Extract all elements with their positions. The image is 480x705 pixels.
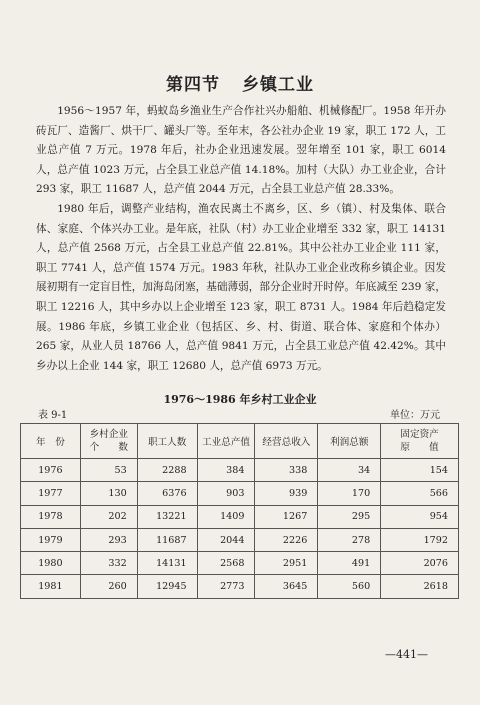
cell-fixed-assets: 2076 <box>381 552 459 575</box>
table-row <box>21 528 459 551</box>
header-year: 年 份 <box>21 424 81 459</box>
section-title <box>0 70 480 95</box>
header-workers: 职工人数 <box>137 424 197 459</box>
cell-fixed-assets: 2618 <box>381 575 459 598</box>
cell-profit: 34 <box>318 459 381 482</box>
header-fixed-assets-line2: 原 值 <box>400 442 439 453</box>
cell-enterprises: 332 <box>80 552 137 575</box>
cell-fixed-assets: 566 <box>381 482 459 505</box>
cell-workers: 6376 <box>137 482 197 505</box>
header-fixed-assets-line1: 固定资产 <box>400 429 439 440</box>
cell-revenue: 338 <box>255 459 318 482</box>
paragraph: 1956～1957 年，蚂蚁岛乡渔业生产合作社兴办船舶、机械修配厂。1958 年开办砖瓦厂、造酱厂、烘干厂、罐头厂等。至年末，各公社办企业 19 家，职工 172 人，工业总产值 7 万元。1978 年后，社办企业迅速发展。翌年增至 101 家，职工 6014 人，总产值 1023 万元，占全县工业总产值 14.18%。加村（大队）办工业企业，合计 293 家，职工 11687 人，总产值 2044 万元，占全县工业总产值 28.33%。 <box>36 105 446 196</box>
cell-enterprises: 293 <box>80 528 137 551</box>
cell-output: 384 <box>197 459 255 482</box>
header-revenue: 经营总收入 <box>255 424 318 459</box>
table-row <box>21 575 459 598</box>
header-output: 工业总产值 <box>197 424 255 459</box>
cell-workers: 14131 <box>137 552 197 575</box>
cell-fixed-assets: 154 <box>381 459 459 482</box>
table-row <box>21 505 459 528</box>
cell-workers: 2288 <box>137 459 197 482</box>
data-table <box>20 423 459 599</box>
body-text <box>36 102 446 376</box>
cell-workers: 13221 <box>137 505 197 528</box>
table-title: 1976～1986 年乡村工业企业 <box>163 393 317 406</box>
cell-year: 1977 <box>21 482 81 505</box>
section-number: 第四节 <box>166 75 220 95</box>
header-enterprises-line1: 乡村企业 <box>89 429 128 440</box>
cell-fixed-assets: 954 <box>381 505 459 528</box>
cell-profit: 278 <box>318 528 381 551</box>
section-name: 乡镇工业 <box>242 75 314 95</box>
page-number: —441— <box>385 648 428 661</box>
table-row <box>21 482 459 505</box>
table-row <box>21 459 459 482</box>
cell-revenue: 2226 <box>255 528 318 551</box>
header-enterprises <box>80 424 137 459</box>
header-enterprises-line2: 个 数 <box>89 442 128 453</box>
cell-enterprises: 130 <box>80 482 137 505</box>
cell-year: 1980 <box>21 552 81 575</box>
cell-output: 2044 <box>197 528 255 551</box>
cell-output: 1409 <box>197 505 255 528</box>
cell-output: 903 <box>197 482 255 505</box>
cell-output: 2773 <box>197 575 255 598</box>
cell-enterprises: 202 <box>80 505 137 528</box>
cell-output: 2568 <box>197 552 255 575</box>
cell-year: 1981 <box>21 575 81 598</box>
table-unit: 单位：万元 <box>390 410 440 421</box>
cell-workers: 11687 <box>137 528 197 551</box>
cell-profit: 295 <box>318 505 381 528</box>
cell-profit: 491 <box>318 552 381 575</box>
cell-revenue: 939 <box>255 482 318 505</box>
cell-revenue: 1267 <box>255 505 318 528</box>
header-profit: 利润总额 <box>318 424 381 459</box>
cell-revenue: 2951 <box>255 552 318 575</box>
table-number: 表 9-1 <box>38 410 68 421</box>
cell-profit: 170 <box>318 482 381 505</box>
cell-profit: 560 <box>318 575 381 598</box>
paragraph: 1980 年后，调整产业结构，渔农民离土不离乡，区、乡（镇）、村及集体、联合体、家庭、个体兴办工业。是年底，社队（村）办工业企业增至 332 家，职工 14131 人，总产值 2568 万元，占全县工业总产值 22.81%。其中公社办工业企业 111 家，职工 7741 人，总产值 1574 万元。1983 年秋，社队办工业企业改称乡镇企业。因发展初期有一定盲目性，加海岛闭塞，基础薄弱，部分企业时开时停。年底减至 239 家，职工 12216 人，其中乡办以上企业增至 123 家，职工 8731 人。1984 年后趋稳定发展。1986 年底，乡镇工业企业（包括区、乡、村、街道、联合体、家庭和个体办）265 家，从业人员 18766 人，总产值 9841 万元，占全县工业总产值 42.42%。其中乡办以上企业 144 家，职工 12680 人，总产值 6973 万元。 <box>36 202 446 372</box>
cell-year: 1976 <box>21 459 81 482</box>
cell-enterprises: 260 <box>80 575 137 598</box>
cell-enterprises: 53 <box>80 459 137 482</box>
table-row <box>21 552 459 575</box>
cell-revenue: 3645 <box>255 575 318 598</box>
cell-year: 1978 <box>21 505 81 528</box>
header-fixed-assets <box>381 424 459 459</box>
cell-year: 1979 <box>21 528 81 551</box>
cell-fixed-assets: 1792 <box>381 528 459 551</box>
table-header-row <box>21 424 459 459</box>
cell-workers: 12945 <box>137 575 197 598</box>
